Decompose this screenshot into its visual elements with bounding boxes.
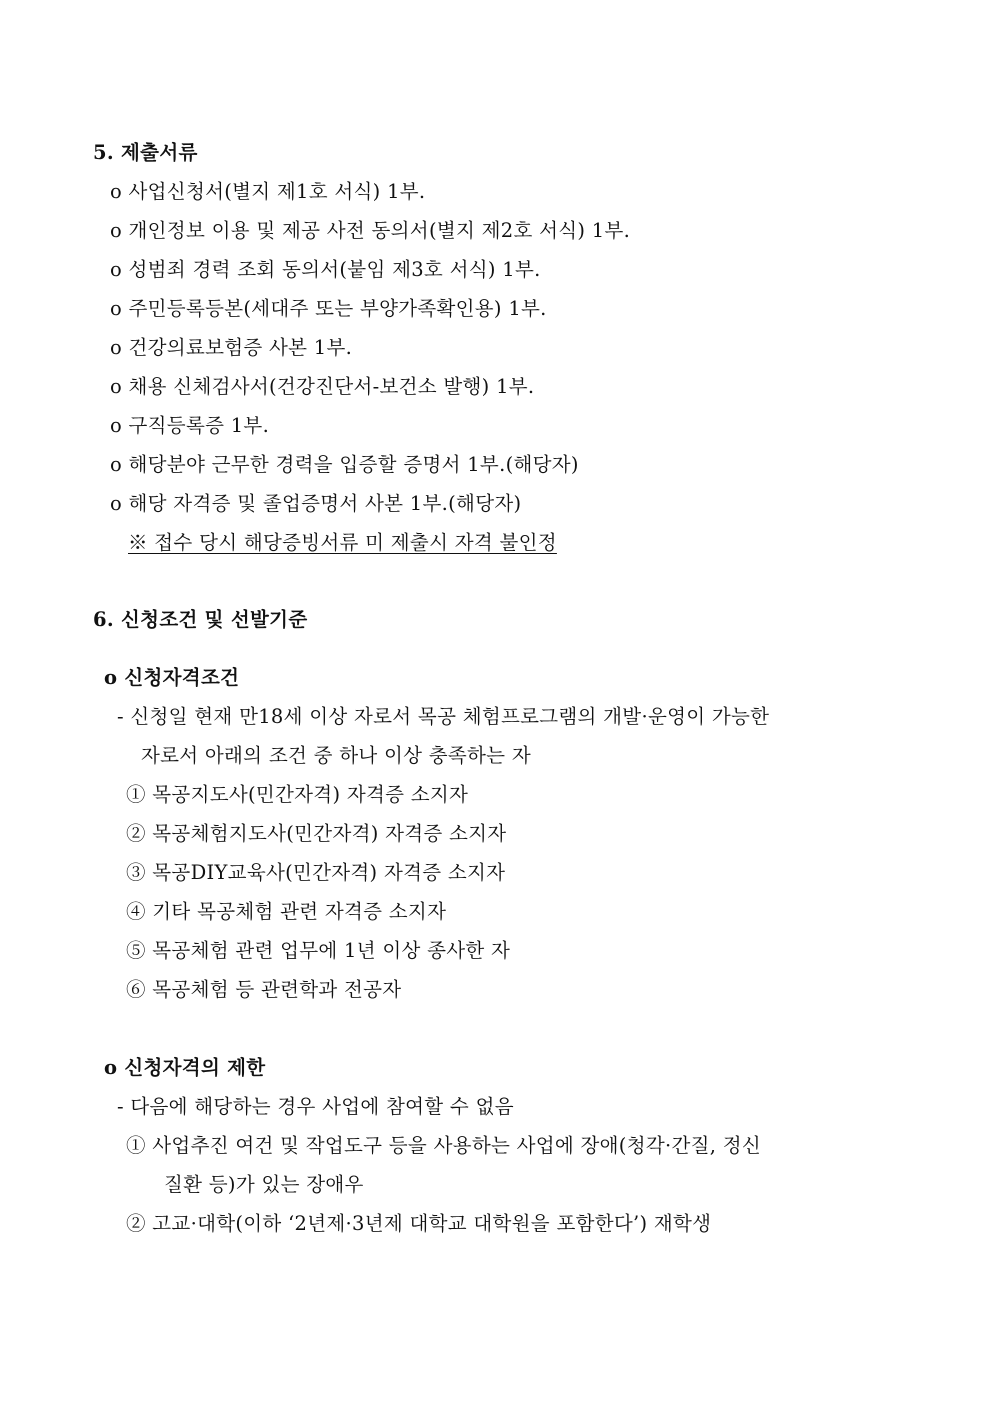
list-item: o 채용 신체검사서(건강진단서-보건소 발행) 1부. [110, 375, 535, 398]
list-item: ⑥ 목공체험 등 관련학과 전공자 [126, 978, 402, 1001]
list-item: ② 고교·대학(이하 ‘2년제·3년제 대학교 대학원을 포함한다’) 재학생 [126, 1212, 712, 1235]
list-item: o 성범죄 경력 조회 동의서(붙임 제3호 서식) 1부. [110, 258, 541, 281]
list-item: ① 사업추진 여건 및 작업도구 등을 사용하는 사업에 장애(청각·간질, 정신 [126, 1134, 762, 1157]
list-item: o 주민등록등본(세대주 또는 부양가족확인용) 1부. [110, 297, 547, 320]
list-item: o 구직등록증 1부. [110, 414, 270, 437]
list-item: o 사업신청서(별지 제1호 서식) 1부. [110, 180, 426, 203]
list-item: o 개인정보 이용 및 제공 사전 동의서(별지 제2호 서식) 1부. [110, 219, 631, 242]
list-item: ④ 기타 목공체험 관련 자격증 소지자 [126, 900, 447, 923]
qualifications-title: o 신청자격조건 [104, 666, 240, 689]
qualifications-intro: - 신청일 현재 만18세 이상 자로서 목공 체험프로그램의 개발·운영이 가능한 [117, 705, 770, 728]
list-item: ② 목공체험지도사(민간자격) 자격증 소지자 [126, 822, 507, 845]
list-item-cont: 질환 등)가 있는 장애우 [164, 1173, 364, 1196]
section5-title: 5. 제출서류 [93, 141, 198, 164]
qualifications-intro-cont: 자로서 아래의 조건 중 하나 이상 충족하는 자 [141, 744, 531, 767]
list-item: o 건강의료보험증 사본 1부. [110, 336, 353, 359]
list-item: o 해당분야 근무한 경력을 입증할 증명서 1부.(해당자) [110, 453, 579, 476]
section6-title: 6. 신청조건 및 선발기준 [93, 608, 308, 631]
list-item: ③ 목공DIY교육사(민간자격) 자격증 소지자 [126, 861, 506, 884]
restrictions-intro: - 다음에 해당하는 경우 사업에 참여할 수 없음 [117, 1095, 514, 1118]
list-item: o 해당 자격증 및 졸업증명서 사본 1부.(해당자) [110, 492, 522, 515]
submission-note: ※ 접수 당시 해당증빙서류 미 제출시 자격 불인정 [128, 531, 557, 554]
restrictions-title: o 신청자격의 제한 [104, 1056, 266, 1079]
list-item: ⑤ 목공체험 관련 업무에 1년 이상 종사한 자 [126, 939, 511, 962]
list-item: ① 목공지도사(민간자격) 자격증 소지자 [126, 783, 469, 806]
